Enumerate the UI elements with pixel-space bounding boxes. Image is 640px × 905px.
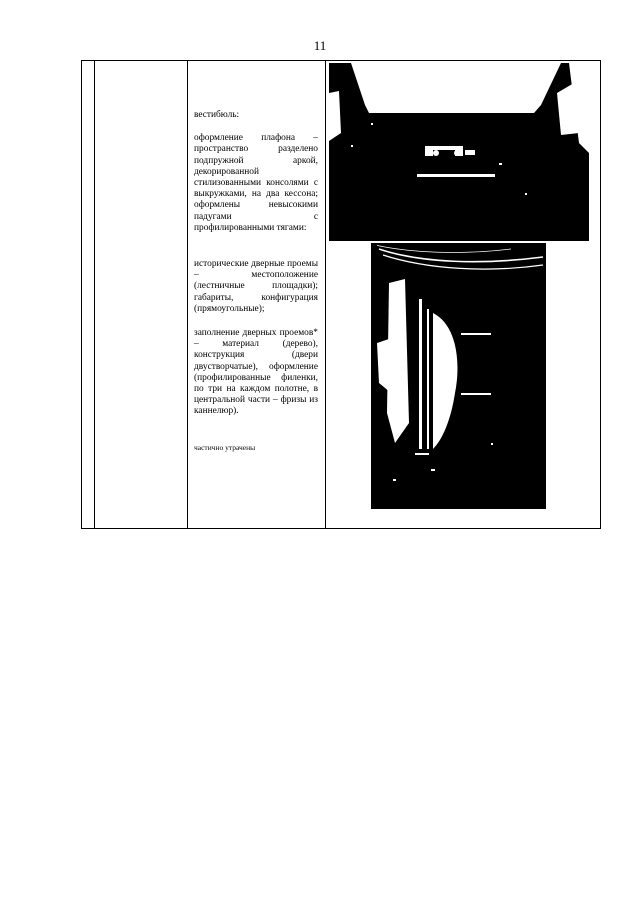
- photo-cell: [326, 61, 601, 529]
- doorway-photo: [371, 243, 546, 509]
- vestibule-heading: вестибюль:: [194, 110, 240, 120]
- object-cell: [95, 61, 188, 529]
- loss-note: частично утрачены: [194, 442, 256, 452]
- door-fill-description: заполнение дверных проемов* – материал (дерево), конструкция (двери двустворчатые), оформление (профилированные филенки, по три на каждом полотне, в центральной части – фризы из каннелюр).: [194, 328, 318, 417]
- heritage-table: [81, 60, 601, 529]
- doorways-description: исторические дверные проемы – местоположение (лестничные площадки); габариты, конфигурация (прямоугольные);: [194, 259, 318, 314]
- description-cell: [188, 61, 326, 529]
- number-cell: [82, 61, 95, 529]
- page-number: 11: [313, 38, 327, 53]
- vestibule-ceiling-photo: [329, 63, 589, 241]
- table-row: [82, 61, 601, 529]
- ceiling-description: оформление плафона – пространство разделено подпружной аркой, декорированной стилизованными консолями с выкружками, на два кессона; оформлены невысокими падугами с профилированными тягами:: [194, 133, 318, 233]
